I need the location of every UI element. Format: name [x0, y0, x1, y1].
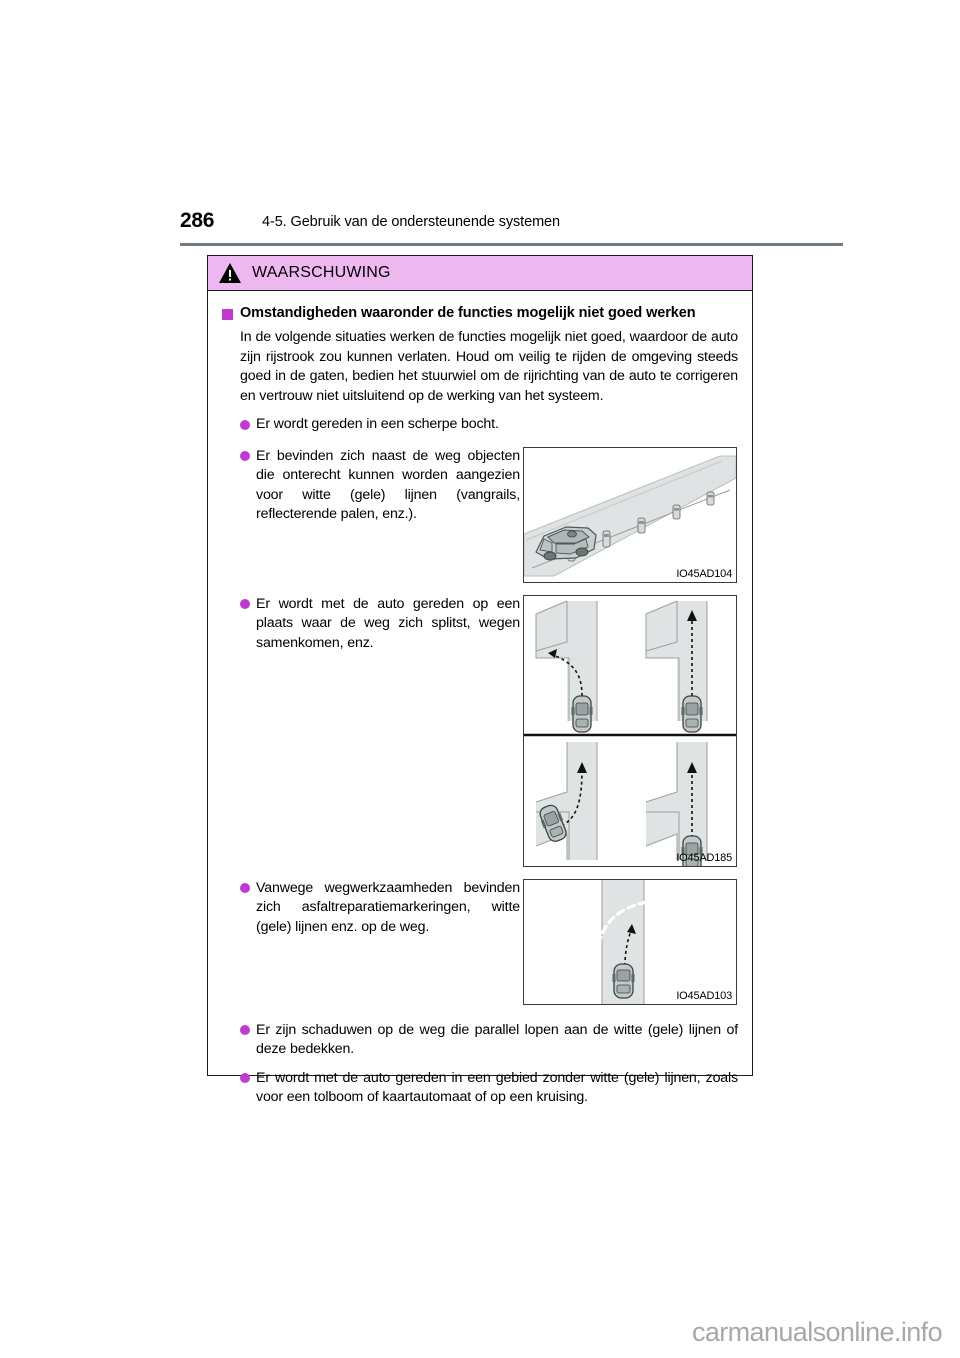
figure-row-1-figure-column [523, 447, 737, 583]
figure-row-2-figure-column [523, 595, 737, 867]
warning-figure-row-1 [208, 447, 752, 583]
figure-road-split-and-merge [523, 595, 737, 867]
warning-tail-bullet-2-text: Er wordt met de auto gereden in een gebied zonder witte (gele) lijnen, zoals voor een tolboom of kaartautomaat of op een kruising. [256, 1069, 738, 1105]
round-bullet-icon [240, 1025, 250, 1035]
round-bullet-icon [240, 599, 250, 609]
round-bullet-icon [240, 451, 250, 461]
warning-tail-bullets [208, 1021, 752, 1122]
page-section-title: 4-5. Gebruik van de ondersteunende systemen [262, 214, 560, 230]
warning-header [208, 256, 752, 291]
figure-row-2-text-column [208, 595, 520, 654]
figure-row-1-code: IO45AD104 [676, 567, 732, 580]
warning-header-label: WAARSCHUWING [252, 264, 391, 281]
figure-row-2-code: IO45AD185 [676, 851, 732, 864]
figure-roadworks-marking-curve [523, 879, 737, 1005]
watermark: carmanualsonline.info [691, 1317, 942, 1347]
warning-section-heading [208, 291, 752, 321]
figure-road-with-roadside-poles [523, 447, 737, 583]
figure-row-3-text-column [208, 879, 520, 938]
warning-tail-bullet-1-text: Er zijn schaduwen op de weg die parallel lopen aan de witte (gele) lijnen of deze bedekken. [256, 1021, 738, 1057]
warning-section-heading-label: Omstandigheden waaronder de functies mogelijk niet goed werken [240, 305, 696, 321]
warning-bullet-first [240, 415, 738, 435]
warning-tail-bullet-2 [240, 1069, 738, 1108]
round-bullet-icon [240, 420, 250, 430]
warning-triangle-icon [218, 262, 242, 284]
page-header [180, 206, 843, 246]
figure-row-1-text-column [208, 447, 520, 525]
warning-figure-row-2 [208, 595, 752, 867]
warning-tail-bullet-1 [240, 1021, 738, 1060]
square-bullet-icon [222, 309, 233, 320]
figure-row-3-figure-column [523, 879, 737, 1005]
page-number: 286 [180, 209, 215, 232]
warning-box [207, 255, 753, 1105]
figure-row-3-text: Vanwege wegwerkzaamheden bevinden zich asfaltreparatiemarkeringen, witte (gele) lijnen enz. op de weg. [256, 879, 520, 935]
warning-figure-row-3 [208, 879, 752, 1005]
warning-bullet-first-text: Er wordt gereden in een scherpe bocht. [256, 416, 499, 432]
round-bullet-icon [240, 1073, 250, 1083]
warning-intro-paragraph: In de volgende situaties werken de functies mogelijk niet goed, waardoor de auto zijn rijstrook zou kunnen verlaten. Houd om veilig te rijden de omgeving steeds goed in de gaten, bedien het stuurwiel om de rijrichting van de auto te corrigeren en vertrouw niet uitsluitend op de werking van het systeem. [240, 329, 738, 404]
figure-row-2-text: Er wordt met de auto gereden op een plaats waar de weg zich splitst, wegen samenkomen, enz. [256, 595, 520, 651]
warning-body [208, 291, 752, 1122]
figure-row-3-code: IO45AD103 [676, 989, 732, 1002]
round-bullet-icon [240, 883, 250, 893]
header-divider [180, 243, 843, 246]
figure-row-1-text: Er bevinden zich naast de weg objecten die onterecht kunnen worden aangezien voor witte (gele) lijnen (vangrails, reflecterende palen, enz.). [256, 447, 520, 522]
